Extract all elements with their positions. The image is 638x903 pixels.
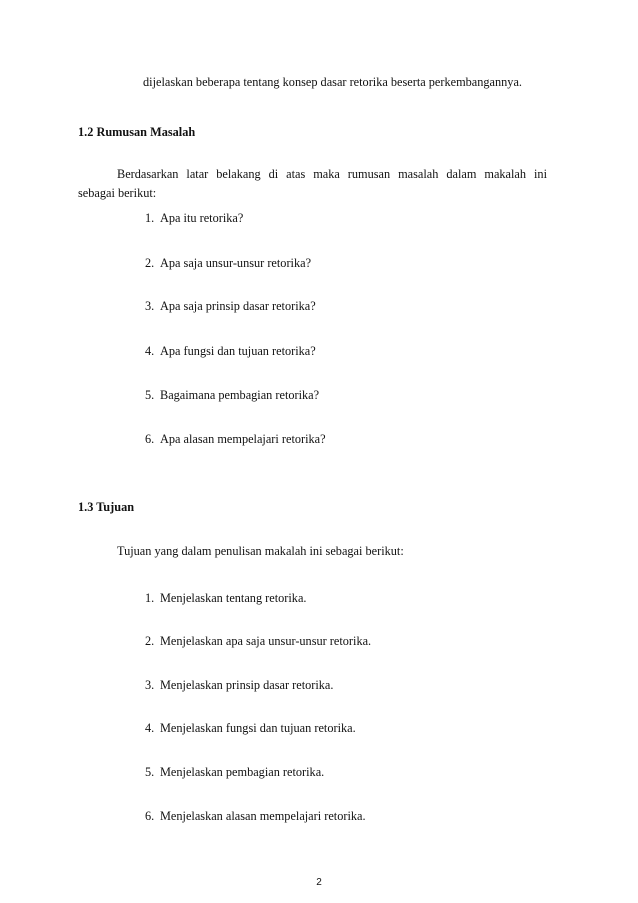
paragraph-line: sebagai berikut: [78,186,157,200]
list-item [145,720,356,736]
list-item-number: 3. [145,299,155,313]
list-item [145,633,371,649]
list-item-number: 4. [145,721,155,735]
list-item [145,764,324,780]
list-item-text: Menjelaskan prinsip dasar retorika. [160,678,334,692]
list-item-number: 5. [145,388,155,402]
list-item-number: 2. [145,256,155,270]
section-heading-tujuan: 1.3 Tujuan [78,500,135,514]
list-item-text: Bagaimana pembagian retorika? [160,388,320,402]
list-item [145,590,306,606]
list-item [145,677,333,693]
intro-line: dijelaskan beberapa tentang konsep dasar retorika beserta perkembangannya. [143,75,522,89]
list-item [145,298,316,314]
list-item-number: 5. [145,765,155,779]
list-item-number: 4. [145,344,155,358]
list-item [145,255,311,271]
section-heading-rumusan-masalah: 1.2 Rumusan Masalah [78,125,196,139]
list-item-text: Menjelaskan alasan mempelajari retorika. [160,809,366,823]
tujuan-paragraph: Tujuan yang dalam penulisan makalah ini sebagai berikut: [117,544,404,558]
list-item-text: Apa saja prinsip dasar retorika? [160,299,316,313]
list-item [145,343,316,359]
list-item-text: Apa alasan mempelajari retorika? [160,432,326,446]
list-item [145,210,243,226]
list-item-number: 1. [145,211,155,225]
list-item [145,387,319,403]
list-item-number: 6. [145,432,155,446]
list-item-text: Apa fungsi dan tujuan retorika? [160,344,316,358]
list-item-text: Apa saja unsur-unsur retorika? [160,256,312,270]
list-item-text: Menjelaskan fungsi dan tujuan retorika. [160,721,356,735]
list-item-text: Apa itu retorika? [160,211,244,225]
list-item-number: 3. [145,678,155,692]
list-item-text: Menjelaskan apa saja unsur-unsur retorika. [160,634,372,648]
list-item-number: 2. [145,634,155,648]
list-item-number: 6. [145,809,155,823]
list-item-text: Menjelaskan pembagian retorika. [160,765,325,779]
list-item-text: Menjelaskan tentang retorika. [160,591,307,605]
rumusan-masalah-paragraph [78,166,547,201]
list-item [145,431,326,447]
list-item-number: 1. [145,591,155,605]
list-item [145,808,366,824]
page-number: 2 [316,877,322,888]
paragraph-line: Berdasarkan latar belakang di atas maka rumusan masalah dalam makalah ini [117,167,547,181]
